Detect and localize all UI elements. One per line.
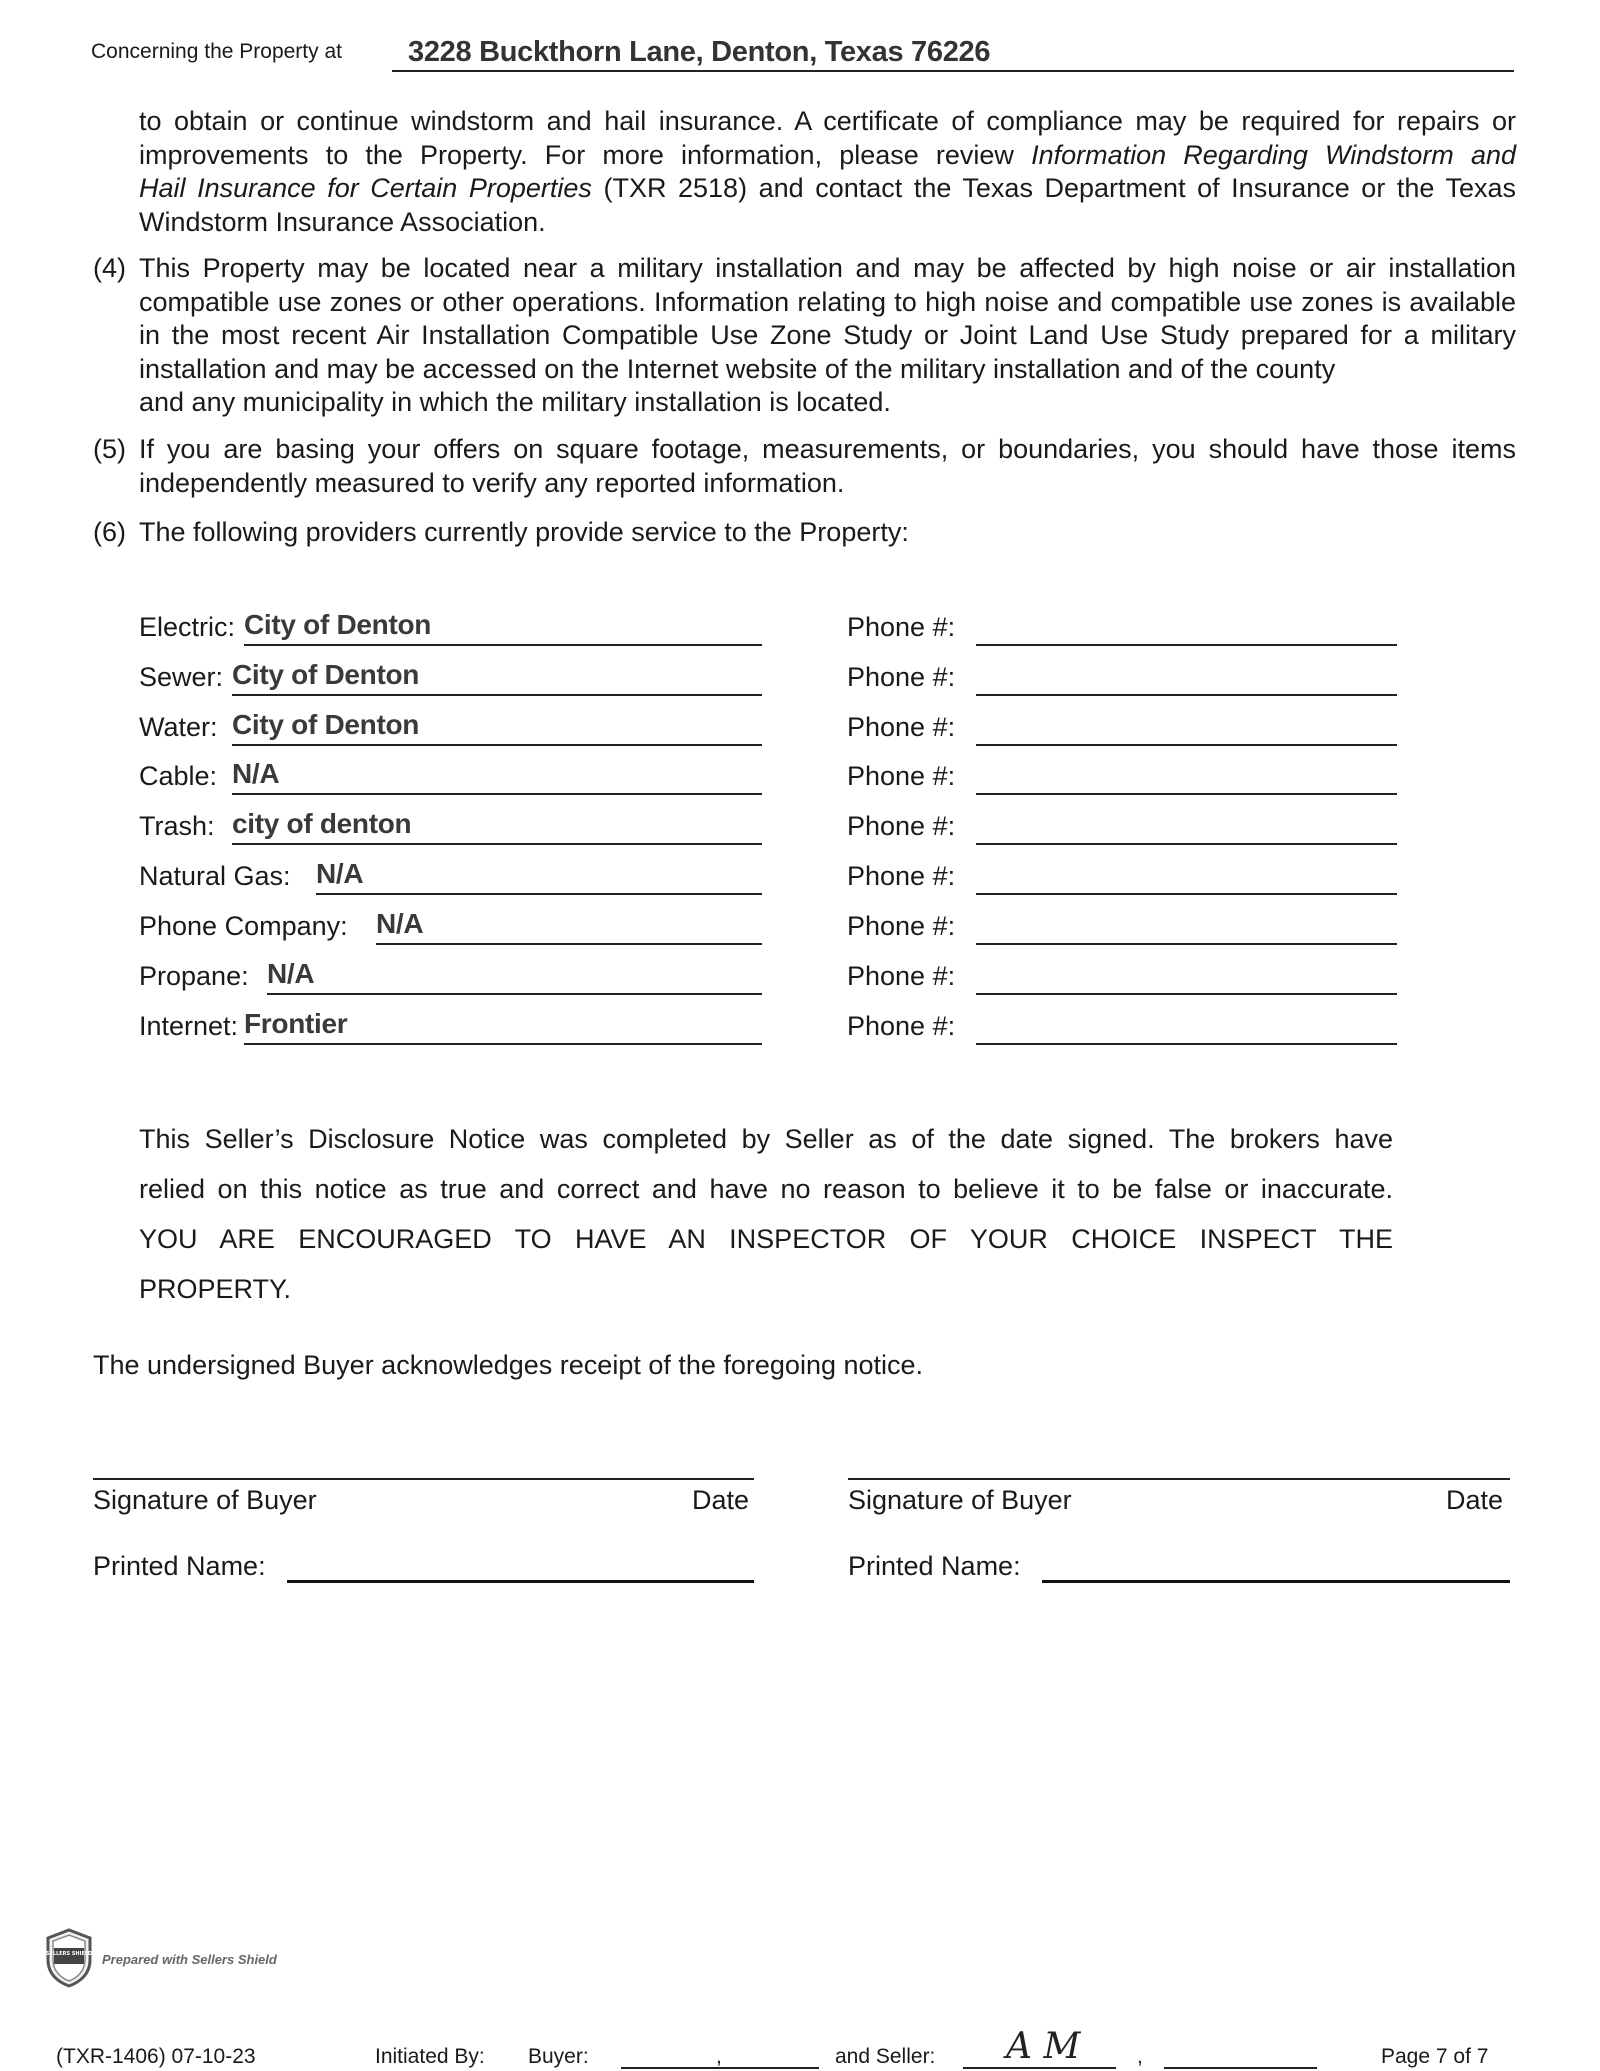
phone-label: Phone #:: [847, 861, 956, 891]
provider-label-natural-gas: Natural Gas:: [139, 861, 291, 891]
provider-underline: [316, 893, 762, 895]
p3-italic-a: Information Regarding Windstorm and: [1031, 139, 1516, 170]
provider-underline: [232, 793, 762, 795]
phone-field-sewer[interactable]: [976, 694, 1397, 696]
provider-label-phone-company: Phone Company:: [139, 911, 348, 941]
shield-icon: [44, 1928, 94, 1988]
phone-field-natural-gas[interactable]: [976, 893, 1397, 895]
form-id: (TXR-1406) 07-10-23: [56, 2045, 256, 2068]
seller-initials-handwritten[interactable]: A M: [1006, 2026, 1081, 2067]
p3-line-2: [139, 139, 1516, 173]
phone-label: Phone #:: [847, 811, 956, 841]
provider-underline: [232, 744, 762, 746]
p4-body: This Property may be located near a military installation and may be affected by high noise or air installation compatible use zones or other operations. Information relating to high noise and compatible use zones is available in the most recent Air Installation Compatible Use Zone Study or Joint Land Use Study prepared for a military installation and may be accessed on the Internet website of the military installation and of the county: [139, 253, 1516, 384]
provider-underline: [244, 644, 762, 646]
provider-value-internet[interactable]: Frontier: [244, 1008, 348, 1039]
provider-underline: [232, 694, 762, 696]
phone-label: Phone #:: [847, 712, 956, 742]
phone-field-water[interactable]: [976, 744, 1397, 746]
logo-badge-text: SELLERS SHIELD: [45, 1951, 93, 1957]
p5-number: (5): [93, 434, 126, 464]
phone-field-electric[interactable]: [976, 644, 1397, 646]
provider-label-water: Water:: [139, 712, 218, 742]
buyer-signature-line[interactable]: [848, 1478, 1510, 1480]
printed-name-label: Printed Name:: [93, 1551, 266, 1581]
signature-label: Signature of Buyer: [93, 1485, 317, 1515]
notice-line-1: This Seller’s Disclosure Notice was completed by Seller as of the date signed. The brokers have: [139, 1124, 1393, 1154]
phone-label: Phone #:: [847, 662, 956, 692]
property-label: Concerning the Property at: [91, 40, 342, 63]
provider-underline: [232, 843, 762, 845]
seller-initials-field[interactable]: [963, 2067, 1116, 2069]
provider-underline: [376, 943, 762, 945]
provider-label-internet: Internet:: [139, 1011, 239, 1041]
initials-separator: ,: [1137, 2045, 1143, 2068]
phone-label: Phone #:: [847, 761, 956, 791]
phone-field-phone-company[interactable]: [976, 943, 1397, 945]
p5-last-line: independently measured to verify any reported information.: [139, 467, 845, 498]
paragraph-3: [139, 105, 1516, 239]
phone-label: Phone #:: [847, 961, 956, 991]
provider-label-cable: Cable:: [139, 761, 218, 791]
p3-after-italic: (TXR 2518) and contact the Texas Department of Insurance or the Texas: [603, 173, 1516, 203]
provider-label-electric: Electric:: [139, 612, 236, 642]
phone-field-trash[interactable]: [976, 843, 1397, 845]
provider-value-electric[interactable]: City of Denton: [244, 609, 432, 640]
address-underline: [392, 70, 1514, 72]
phone-field-internet[interactable]: [976, 1043, 1397, 1045]
phone-label: Phone #:: [847, 612, 956, 642]
notice-line-4: PROPERTY.: [139, 1274, 292, 1304]
provider-label-trash: Trash:: [139, 811, 215, 841]
provider-underline: [244, 1043, 762, 1045]
p6-text: The following providers currently provide service to the Property:: [139, 517, 909, 547]
provider-label-sewer: Sewer:: [139, 662, 224, 692]
date-label: Date: [692, 1485, 750, 1515]
paragraph-4: [139, 252, 1516, 420]
printed-name-field[interactable]: [287, 1580, 754, 1583]
p3-line-3: [139, 172, 1516, 206]
buyer-acknowledgement: The undersigned Buyer acknowledges receipt of the foregoing notice.: [93, 1350, 924, 1380]
phone-field-propane[interactable]: [976, 993, 1397, 995]
initials-separator: ,: [716, 2045, 722, 2068]
p3-italic-b: Hail Insurance for Certain Properties: [139, 173, 592, 203]
printed-name-field[interactable]: [1042, 1580, 1510, 1583]
page-number: Page 7 of 7: [1381, 2045, 1489, 2068]
notice-line-3: YOU ARE ENCOURAGED TO HAVE AN INSPECTOR OF YOUR CHOICE INSPECT THE: [139, 1224, 1393, 1254]
provider-value-phone-company[interactable]: N/A: [376, 908, 424, 939]
seller-initials-label: and Seller:: [835, 2045, 936, 2068]
phone-field-cable[interactable]: [976, 793, 1397, 795]
initiated-by-label: Initiated By:: [375, 2045, 485, 2068]
p4-number: (4): [93, 253, 126, 283]
provider-value-cable[interactable]: N/A: [232, 758, 280, 789]
seller-initials-field-2[interactable]: [1164, 2067, 1317, 2069]
logo-caption: Prepared with Sellers Shield: [102, 1952, 277, 1967]
phone-label: Phone #:: [847, 911, 956, 941]
provider-value-trash[interactable]: city of denton: [232, 808, 412, 839]
notice-line-2: relied on this notice as true and correct and have no reason to believe it to be false or inaccurate.: [139, 1174, 1393, 1204]
provider-value-natural-gas[interactable]: N/A: [316, 858, 364, 889]
p3-line-1: to obtain or continue windstorm and hail insurance. A certificate of compliance may be required for repairs or: [139, 106, 1516, 136]
p5-body: If you are basing your offers on square footage, measurements, or boundaries, you should have those items: [139, 434, 1516, 464]
buyer-signature-line[interactable]: [93, 1478, 754, 1480]
p3-last-line: Windstorm Insurance Association.: [139, 206, 546, 237]
sellers-shield-logo: [44, 1928, 94, 1988]
signature-label: Signature of Buyer: [848, 1485, 1072, 1515]
provider-value-water[interactable]: City of Denton: [232, 709, 420, 740]
printed-name-label: Printed Name:: [848, 1551, 1021, 1581]
provider-value-propane[interactable]: N/A: [267, 958, 315, 989]
buyer-initials-label: Buyer:: [528, 2045, 589, 2068]
p4-last-line: and any municipality in which the military installation is located.: [139, 387, 891, 417]
provider-value-sewer[interactable]: City of Denton: [232, 659, 420, 690]
property-address[interactable]: 3228 Buckthorn Lane, Denton, Texas 76226: [408, 36, 991, 68]
p6-number: (6): [93, 517, 126, 547]
paragraph-5: [139, 433, 1516, 500]
phone-label: Phone #:: [847, 1011, 956, 1041]
provider-label-propane: Propane:: [139, 961, 249, 991]
p3-line-2-text: improvements to the Property. For more information, please review: [139, 139, 1014, 170]
disclosure-notice: [139, 1114, 1393, 1314]
provider-underline: [267, 993, 762, 995]
date-label: Date: [1446, 1485, 1504, 1515]
